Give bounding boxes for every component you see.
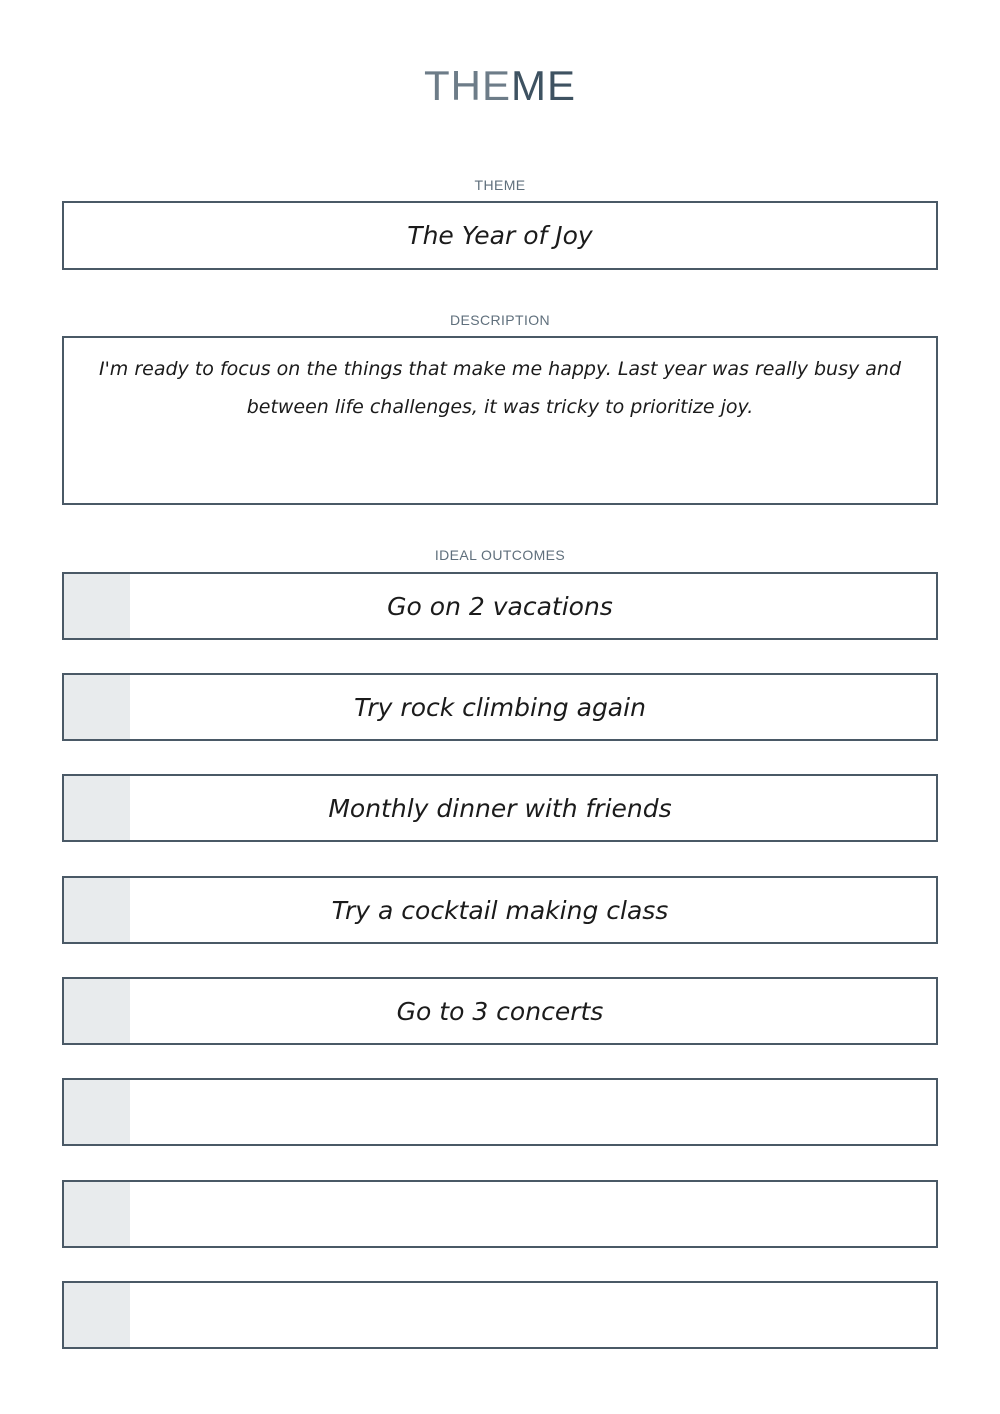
outcome-text <box>64 1283 936 1347</box>
page-title-light: THE <box>424 62 511 109</box>
outcome-row-4[interactable] <box>62 876 938 944</box>
outcome-text: Go to 3 concerts <box>396 996 604 1026</box>
outcome-text: Try a cocktail making class <box>331 895 669 925</box>
outcome-row-2[interactable] <box>62 673 938 741</box>
description-label: DESCRIPTION <box>449 312 551 328</box>
description-field[interactable] <box>62 336 938 505</box>
outcome-text <box>64 1080 936 1144</box>
outcome-row-5[interactable] <box>62 977 938 1045</box>
description-value: I'm ready to focus on the things that make me happy. Last year was really busy and between life challenges, it was tricky to prioritize joy. <box>98 358 902 418</box>
outcome-text: Go on 2 vacations <box>387 591 613 621</box>
outcome-row-3[interactable] <box>62 774 938 842</box>
outcome-row-1[interactable] <box>62 572 938 640</box>
page-title-dark: ME <box>511 62 576 109</box>
outcome-text: Try rock climbing again <box>354 692 646 722</box>
outcome-text <box>64 1182 936 1246</box>
outcome-row-7[interactable] <box>62 1180 938 1248</box>
theme-value: The Year of Joy <box>407 221 593 250</box>
outcome-row-8[interactable] <box>62 1281 938 1349</box>
theme-field[interactable] <box>62 201 938 270</box>
outcome-row-6[interactable] <box>62 1078 938 1146</box>
page-title <box>0 62 1000 110</box>
ideal-outcomes-label: IDEAL OUTCOMES <box>434 547 566 563</box>
outcome-text: Monthly dinner with friends <box>328 793 672 823</box>
theme-label: THEME <box>474 177 526 193</box>
